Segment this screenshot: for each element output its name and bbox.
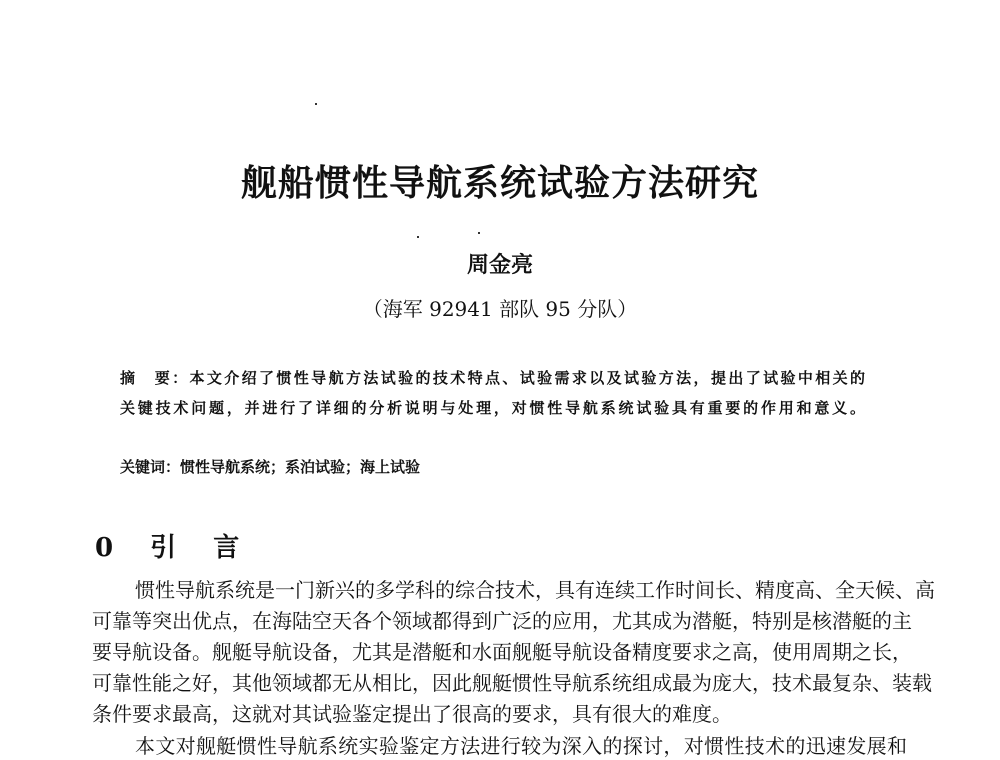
- paper-title: 舰船惯性导航系统试验方法研究: [240, 162, 759, 204]
- body-line: 惯性导航系统是一门新兴的多学科的综合技术，具有连续工作时间长、精度高、全天候、高: [135, 578, 935, 602]
- section-heading: 0 引 言: [95, 533, 254, 563]
- affiliation: （海军 92941 部队 95 分队）: [362, 297, 638, 321]
- keywords: 关键词：惯性导航系统；系泊试验；海上试验: [120, 458, 421, 476]
- abstract-line: 关键技术问题，并进行了详细的分析说明与处理，对惯性导航系统试验具有重要的作用和意义。: [120, 399, 865, 417]
- scan-speck: [315, 103, 317, 105]
- scan-speck: [417, 236, 419, 238]
- body-line: 本文对舰艇惯性导航系统实验鉴定方法进行较为深入的探讨，对惯性技术的迅速发展和: [135, 734, 907, 758]
- body-line: 可靠等突出优点，在海陆空天各个领域都得到广泛的应用，尤其成为潜艇，特别是核潜艇的主: [92, 609, 912, 633]
- abstract-line: 摘 要：本文介绍了惯性导航方法试验的技术特点、试验需求以及试验方法，提出了试验中相关的: [120, 369, 865, 387]
- body-line: 可靠性能之好，其他领域都无从相比，因此舰艇惯性导航系统组成最为庞大，技术最复杂、装载: [92, 671, 932, 695]
- scan-speck: [478, 232, 480, 234]
- body-line: 要导航设备。舰艇导航设备，尤其是潜艇和水面舰艇导航设备精度要求之高，使用周期之长，: [92, 640, 912, 664]
- author: 周金亮: [466, 252, 533, 278]
- body-line: 条件要求最高，这就对其试验鉴定提出了很高的要求，具有很大的难度。: [92, 702, 732, 726]
